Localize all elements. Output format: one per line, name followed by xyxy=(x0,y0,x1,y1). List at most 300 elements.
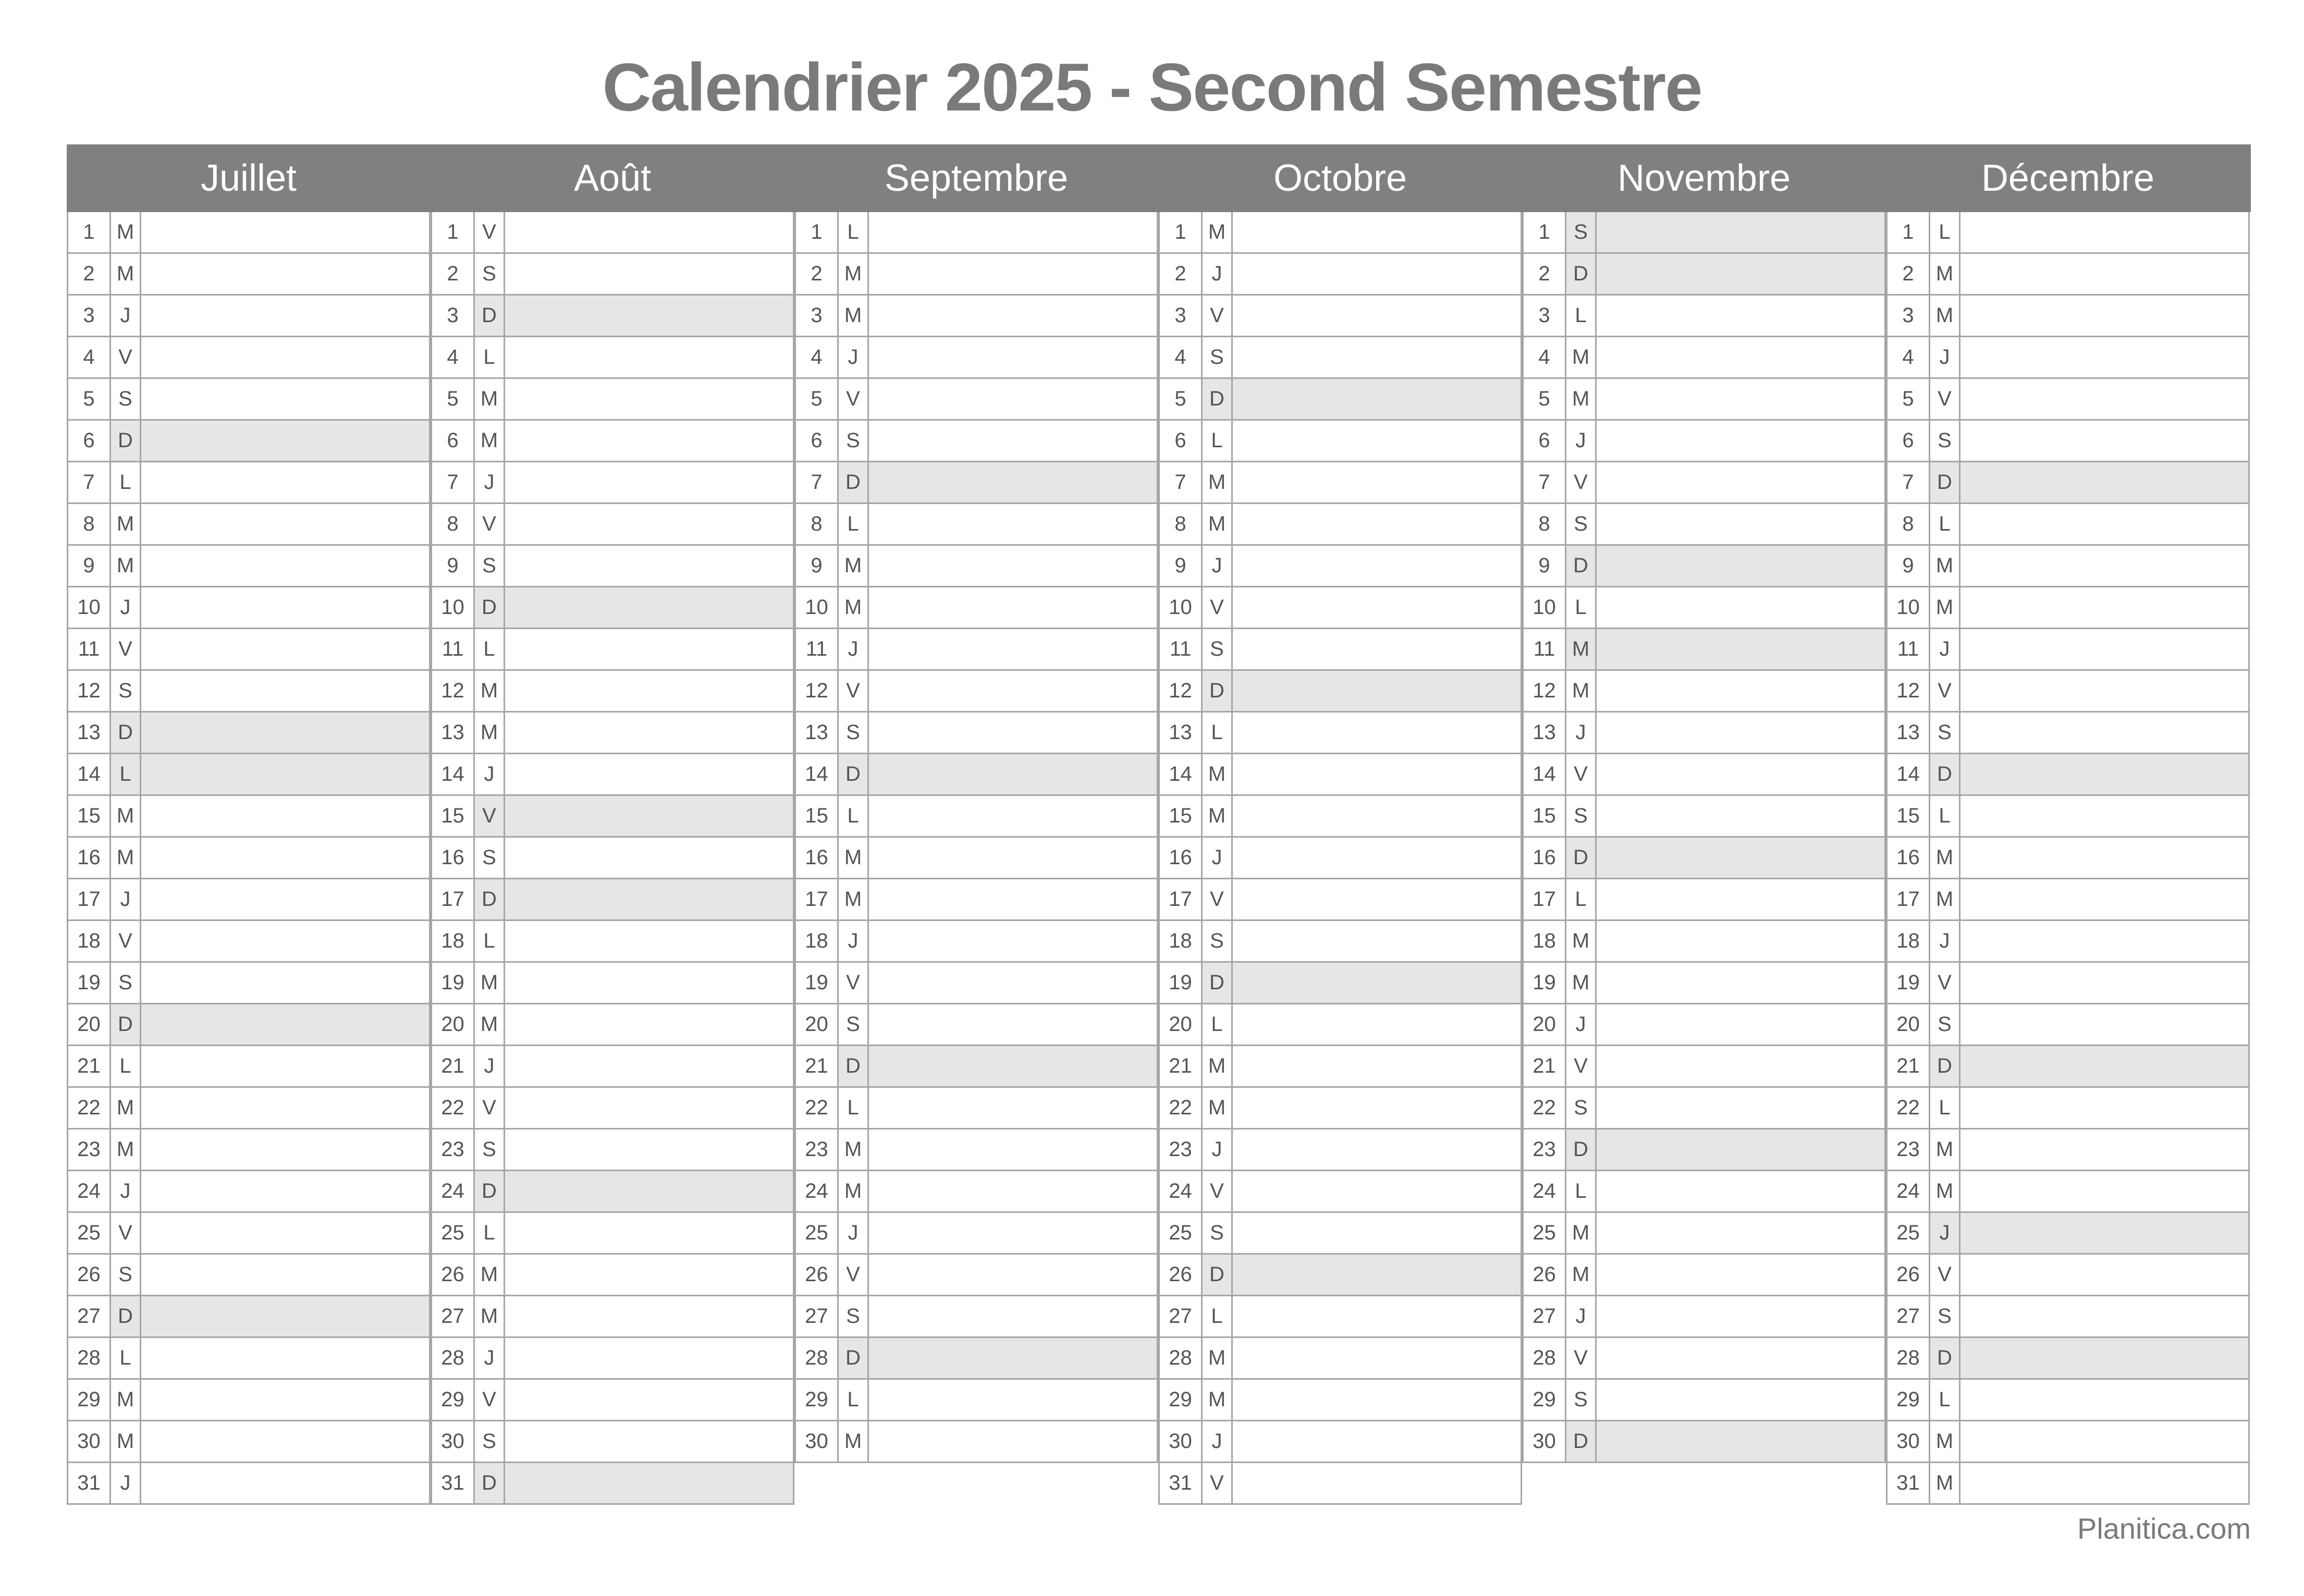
weekday-letter: M xyxy=(1203,1338,1233,1378)
day-number: 16 xyxy=(1160,838,1203,878)
day-note-cell[interactable] xyxy=(505,1380,793,1420)
day-note-cell[interactable] xyxy=(1960,337,2248,377)
day-note-cell[interactable] xyxy=(141,1130,429,1170)
day-note-cell[interactable] xyxy=(141,504,429,544)
day-note-cell[interactable] xyxy=(1233,629,1521,669)
day-note-cell[interactable] xyxy=(1960,504,2248,544)
day-note-cell[interactable] xyxy=(141,754,429,794)
day-note-cell[interactable] xyxy=(869,963,1157,1003)
day-note-cell[interactable] xyxy=(869,629,1157,669)
day-note-cell[interactable] xyxy=(505,796,793,836)
day-note-cell[interactable] xyxy=(505,1296,793,1336)
day-note-cell[interactable] xyxy=(1233,254,1521,294)
day-note-cell[interactable] xyxy=(505,1130,793,1170)
day-note-cell[interactable] xyxy=(1960,629,2248,669)
day-note-cell[interactable] xyxy=(141,963,429,1003)
day-row xyxy=(1524,963,1884,1004)
day-note-cell[interactable] xyxy=(1597,587,1884,628)
day-note-cell[interactable] xyxy=(1233,504,1521,544)
day-row xyxy=(1160,879,1521,921)
day-number: 25 xyxy=(68,1213,111,1253)
day-note-cell[interactable] xyxy=(141,629,429,669)
day-row xyxy=(432,587,793,629)
day-note-cell[interactable] xyxy=(1233,1338,1521,1378)
day-note-cell[interactable] xyxy=(869,421,1157,461)
day-note-cell[interactable] xyxy=(869,1130,1157,1170)
day-row xyxy=(1888,1380,2248,1421)
day-note-cell[interactable] xyxy=(505,1255,793,1295)
weekday-letter: S xyxy=(475,1421,505,1462)
day-note-cell[interactable] xyxy=(1233,1463,1521,1503)
day-note-cell[interactable] xyxy=(869,1046,1157,1086)
day-number: 29 xyxy=(1888,1380,1930,1420)
day-number: 12 xyxy=(1888,671,1930,711)
month-name: Août xyxy=(573,157,652,199)
day-number: 29 xyxy=(1160,1380,1203,1420)
day-note-cell[interactable] xyxy=(1960,1130,2248,1170)
day-note-cell[interactable] xyxy=(1960,1380,2248,1420)
day-number: 25 xyxy=(1888,1213,1930,1253)
day-note-cell[interactable] xyxy=(1597,1130,1884,1170)
weekday-letter: S xyxy=(111,1255,141,1295)
day-note-cell[interactable] xyxy=(141,1088,429,1128)
day-note-cell[interactable] xyxy=(505,337,793,377)
day-note-cell[interactable] xyxy=(1960,1421,2248,1462)
day-note-cell[interactable] xyxy=(1960,1463,2248,1503)
day-note-cell[interactable] xyxy=(869,671,1157,711)
day-note-cell[interactable] xyxy=(141,1380,429,1420)
day-number: 28 xyxy=(796,1338,839,1378)
day-note-cell[interactable] xyxy=(1597,671,1884,711)
day-row xyxy=(1524,504,1884,546)
day-note-cell[interactable] xyxy=(1597,296,1884,336)
weekday-letter: D xyxy=(475,1171,505,1211)
day-row xyxy=(796,546,1157,587)
weekday-letter: S xyxy=(1930,713,1960,753)
day-note-cell[interactable] xyxy=(1597,1421,1884,1462)
day-number: 29 xyxy=(796,1380,839,1420)
day-note-cell[interactable] xyxy=(869,1171,1157,1211)
day-note-cell[interactable] xyxy=(141,1171,429,1211)
day-number: 25 xyxy=(1524,1213,1566,1253)
day-note-cell[interactable] xyxy=(505,212,793,252)
day-note-cell[interactable] xyxy=(1597,421,1884,461)
day-note-cell[interactable] xyxy=(1960,963,2248,1003)
day-note-cell[interactable] xyxy=(1233,838,1521,878)
day-note-cell[interactable] xyxy=(141,1255,429,1295)
day-note-cell[interactable] xyxy=(1960,296,2248,336)
day-note-cell[interactable] xyxy=(1597,879,1884,919)
day-note-cell[interactable] xyxy=(505,379,793,419)
day-number: 4 xyxy=(796,337,839,377)
day-note-cell[interactable] xyxy=(869,921,1157,961)
day-number: 7 xyxy=(68,462,111,502)
day-note-cell[interactable] xyxy=(869,462,1157,502)
day-note-cell[interactable] xyxy=(869,1255,1157,1295)
day-note-cell[interactable] xyxy=(1597,963,1884,1003)
day-number: 24 xyxy=(1524,1171,1566,1211)
day-row xyxy=(796,671,1157,713)
day-row xyxy=(68,504,429,546)
day-note-cell[interactable] xyxy=(1233,546,1521,586)
day-row xyxy=(796,379,1157,421)
day-row xyxy=(796,796,1157,838)
day-note-cell[interactable] xyxy=(1960,838,2248,878)
day-row xyxy=(1160,629,1521,671)
day-note-cell[interactable] xyxy=(141,921,429,961)
day-number: 11 xyxy=(1160,629,1203,669)
day-row xyxy=(68,1130,429,1171)
day-row xyxy=(1888,838,2248,879)
day-number: 23 xyxy=(796,1130,839,1170)
day-note-cell[interactable] xyxy=(869,1380,1157,1420)
day-note-cell[interactable] xyxy=(141,379,429,419)
day-note-cell[interactable] xyxy=(869,796,1157,836)
day-number: 26 xyxy=(1524,1255,1566,1295)
weekday-letter: M xyxy=(111,212,141,252)
day-note-cell[interactable] xyxy=(1960,921,2248,961)
day-note-cell[interactable] xyxy=(1960,379,2248,419)
weekday-letter: V xyxy=(839,963,869,1003)
day-note-cell[interactable] xyxy=(1960,587,2248,628)
day-note-cell[interactable] xyxy=(505,1213,793,1253)
day-number: 4 xyxy=(1160,337,1203,377)
weekday-letter: M xyxy=(111,1421,141,1462)
day-number: 6 xyxy=(432,421,475,461)
day-number: 13 xyxy=(796,713,839,753)
weekday-letter: V xyxy=(1566,462,1597,502)
day-row xyxy=(1160,337,1521,379)
day-note-cell[interactable] xyxy=(505,587,793,628)
day-note-cell[interactable] xyxy=(1233,1171,1521,1211)
weekday-letter: V xyxy=(1203,1171,1233,1211)
day-row xyxy=(796,1130,1157,1171)
day-note-cell[interactable] xyxy=(1597,1171,1884,1211)
weekday-letter: M xyxy=(1930,1463,1960,1503)
day-note-cell[interactable] xyxy=(869,546,1157,586)
day-note-cell[interactable] xyxy=(1597,1088,1884,1128)
day-note-cell[interactable] xyxy=(1233,921,1521,961)
day-note-cell[interactable] xyxy=(1597,1255,1884,1295)
day-row xyxy=(432,1463,793,1505)
day-note-cell[interactable] xyxy=(505,671,793,711)
day-note-cell[interactable] xyxy=(1960,754,2248,794)
day-note-cell[interactable] xyxy=(1597,1046,1884,1086)
day-note-cell[interactable] xyxy=(869,754,1157,794)
day-row xyxy=(1888,212,2248,254)
day-note-cell[interactable] xyxy=(505,1463,793,1503)
day-note-cell[interactable] xyxy=(505,1004,793,1045)
day-note-cell[interactable] xyxy=(1960,1046,2248,1086)
day-note-cell[interactable] xyxy=(1960,1088,2248,1128)
day-note-cell[interactable] xyxy=(1597,212,1884,252)
day-note-cell[interactable] xyxy=(869,838,1157,878)
day-row xyxy=(1160,379,1521,421)
weekday-letter: D xyxy=(1566,546,1597,586)
day-note-cell[interactable] xyxy=(505,296,793,336)
day-note-cell[interactable] xyxy=(1233,879,1521,919)
day-note-cell[interactable] xyxy=(505,754,793,794)
day-note-cell[interactable] xyxy=(1960,1296,2248,1336)
day-number: 7 xyxy=(1888,462,1930,502)
day-row xyxy=(68,1338,429,1380)
day-row xyxy=(432,796,793,838)
day-row xyxy=(1524,1338,1884,1380)
day-note-cell[interactable] xyxy=(1960,1004,2248,1045)
weekday-letter: D xyxy=(1566,1421,1597,1462)
day-note-cell[interactable] xyxy=(141,587,429,628)
day-row xyxy=(68,546,429,587)
day-note-cell[interactable] xyxy=(141,1421,429,1462)
day-row xyxy=(432,1296,793,1338)
day-number: 19 xyxy=(432,963,475,1003)
day-number: 2 xyxy=(1524,254,1566,294)
day-number: 21 xyxy=(1160,1046,1203,1086)
weekday-letter: V xyxy=(1203,296,1233,336)
day-row xyxy=(68,921,429,963)
weekday-letter: V xyxy=(839,1255,869,1295)
day-note-cell[interactable] xyxy=(1233,963,1521,1003)
day-row xyxy=(1160,671,1521,713)
day-note-cell[interactable] xyxy=(1597,379,1884,419)
day-note-cell[interactable] xyxy=(869,1088,1157,1128)
day-number: 6 xyxy=(1888,421,1930,461)
day-note-cell[interactable] xyxy=(1960,879,2248,919)
day-note-cell[interactable] xyxy=(505,921,793,961)
day-note-cell[interactable] xyxy=(141,1296,429,1336)
day-note-cell[interactable] xyxy=(869,254,1157,294)
day-note-cell[interactable] xyxy=(1233,1255,1521,1295)
month-name: Septembre xyxy=(884,157,1069,199)
day-number: 27 xyxy=(1160,1296,1203,1336)
day-note-cell[interactable] xyxy=(869,1004,1157,1045)
day-row xyxy=(796,1255,1157,1296)
day-note-cell[interactable] xyxy=(1597,546,1884,586)
weekday-letter: D xyxy=(1930,462,1960,502)
day-note-cell[interactable] xyxy=(869,713,1157,753)
day-note-cell[interactable] xyxy=(1597,254,1884,294)
day-note-cell[interactable] xyxy=(141,337,429,377)
day-note-cell[interactable] xyxy=(1233,337,1521,377)
weekday-letter: M xyxy=(111,254,141,294)
day-note-cell[interactable] xyxy=(1597,337,1884,377)
day-row xyxy=(432,629,793,671)
day-note-cell[interactable] xyxy=(141,838,429,878)
day-row xyxy=(68,713,429,754)
day-note-cell[interactable] xyxy=(505,1171,793,1211)
day-note-cell[interactable] xyxy=(141,1046,429,1086)
day-note-cell[interactable] xyxy=(1597,754,1884,794)
day-note-cell[interactable] xyxy=(141,254,429,294)
day-number: 20 xyxy=(796,1004,839,1045)
day-row xyxy=(432,462,793,504)
day-number: 3 xyxy=(796,296,839,336)
day-note-cell[interactable] xyxy=(1960,421,2248,461)
weekday-letter: M xyxy=(839,879,869,919)
day-number: 31 xyxy=(1888,1463,1930,1503)
day-note-cell[interactable] xyxy=(141,1213,429,1253)
day-row xyxy=(1888,1130,2248,1171)
day-note-cell[interactable] xyxy=(1960,1213,2248,1253)
day-number: 11 xyxy=(1888,629,1930,669)
day-row xyxy=(1888,1213,2248,1255)
day-note-cell[interactable] xyxy=(1233,212,1521,252)
day-note-cell[interactable] xyxy=(141,1338,429,1378)
day-note-cell[interactable] xyxy=(505,1046,793,1086)
weekday-letter: D xyxy=(1203,379,1233,419)
day-note-cell[interactable] xyxy=(505,713,793,753)
day-row xyxy=(1524,379,1884,421)
day-note-cell[interactable] xyxy=(1960,212,2248,252)
day-note-cell[interactable] xyxy=(505,963,793,1003)
day-note-cell[interactable] xyxy=(505,1088,793,1128)
day-note-cell[interactable] xyxy=(1233,1046,1521,1086)
weekday-letter: M xyxy=(475,671,505,711)
day-number: 10 xyxy=(1160,587,1203,628)
month-name: Novembre xyxy=(1617,157,1791,199)
day-note-cell[interactable] xyxy=(1233,1296,1521,1336)
day-row xyxy=(1888,879,2248,921)
day-row xyxy=(1160,504,1521,546)
day-number: 16 xyxy=(796,838,839,878)
day-row xyxy=(1888,504,2248,546)
day-note-cell[interactable] xyxy=(869,879,1157,919)
weekday-letter: J xyxy=(475,1046,505,1086)
day-note-cell[interactable] xyxy=(141,546,429,586)
day-note-cell[interactable] xyxy=(869,1213,1157,1253)
day-note-cell[interactable] xyxy=(1960,1255,2248,1295)
day-row xyxy=(1160,963,1521,1004)
weekday-letter: M xyxy=(1930,546,1960,586)
day-number: 8 xyxy=(1524,504,1566,544)
day-note-cell[interactable] xyxy=(1233,296,1521,336)
day-note-cell[interactable] xyxy=(1233,462,1521,502)
day-number: 27 xyxy=(68,1296,111,1336)
day-note-cell[interactable] xyxy=(1233,1380,1521,1420)
day-note-cell[interactable] xyxy=(505,462,793,502)
day-note-cell[interactable] xyxy=(1233,796,1521,836)
day-note-cell[interactable] xyxy=(505,838,793,878)
day-note-cell[interactable] xyxy=(1233,713,1521,753)
weekday-letter: V xyxy=(1930,379,1960,419)
weekday-letter: S xyxy=(1930,1004,1960,1045)
weekday-letter: D xyxy=(1566,1130,1597,1170)
day-number: 6 xyxy=(68,421,111,461)
day-note-cell[interactable] xyxy=(1233,379,1521,419)
day-note-cell[interactable] xyxy=(1233,1004,1521,1045)
weekday-letter: V xyxy=(475,1380,505,1420)
day-note-cell[interactable] xyxy=(505,504,793,544)
day-note-cell[interactable] xyxy=(869,587,1157,628)
day-note-cell[interactable] xyxy=(141,296,429,336)
day-note-cell[interactable] xyxy=(1233,1421,1521,1462)
day-number: 17 xyxy=(1888,879,1930,919)
day-note-cell[interactable] xyxy=(1233,1130,1521,1170)
day-note-cell[interactable] xyxy=(141,421,429,461)
day-note-cell[interactable] xyxy=(1597,504,1884,544)
weekday-letter: L xyxy=(1930,1088,1960,1128)
day-note-cell[interactable] xyxy=(1597,1296,1884,1336)
day-note-cell[interactable] xyxy=(1233,671,1521,711)
day-note-cell[interactable] xyxy=(505,254,793,294)
day-number: 13 xyxy=(1888,713,1930,753)
day-note-cell[interactable] xyxy=(141,879,429,919)
day-row xyxy=(68,1421,429,1463)
day-note-cell[interactable] xyxy=(1597,1213,1884,1253)
day-note-cell[interactable] xyxy=(1597,713,1884,753)
day-number: 30 xyxy=(1524,1421,1566,1462)
weekday-letter: L xyxy=(475,921,505,961)
day-note-cell[interactable] xyxy=(869,337,1157,377)
weekday-letter: L xyxy=(1930,504,1960,544)
day-note-cell[interactable] xyxy=(505,421,793,461)
day-number: 16 xyxy=(1888,838,1930,878)
day-note-cell[interactable] xyxy=(505,1421,793,1462)
day-note-cell[interactable] xyxy=(1960,462,2248,502)
day-number: 24 xyxy=(1888,1171,1930,1211)
day-note-cell[interactable] xyxy=(1597,838,1884,878)
day-note-cell[interactable] xyxy=(1960,671,2248,711)
day-note-cell[interactable] xyxy=(141,671,429,711)
day-note-cell[interactable] xyxy=(505,1338,793,1378)
weekday-letter: S xyxy=(111,963,141,1003)
day-note-cell[interactable] xyxy=(1960,546,2248,586)
weekday-letter: D xyxy=(839,1338,869,1378)
day-number: 23 xyxy=(68,1130,111,1170)
day-note-cell[interactable] xyxy=(1597,796,1884,836)
day-note-cell[interactable] xyxy=(1597,1004,1884,1045)
day-note-cell[interactable] xyxy=(505,546,793,586)
day-note-cell[interactable] xyxy=(869,296,1157,336)
day-note-cell[interactable] xyxy=(1597,1380,1884,1420)
day-note-cell[interactable] xyxy=(869,1421,1157,1462)
day-note-cell[interactable] xyxy=(869,504,1157,544)
day-note-cell[interactable] xyxy=(1960,254,2248,294)
weekday-letter: J xyxy=(1930,921,1960,961)
day-note-cell[interactable] xyxy=(869,1296,1157,1336)
day-note-cell[interactable] xyxy=(1597,629,1884,669)
day-note-cell[interactable] xyxy=(1960,713,2248,753)
day-note-cell[interactable] xyxy=(1233,587,1521,628)
day-note-cell[interactable] xyxy=(1233,1213,1521,1253)
day-note-cell[interactable] xyxy=(1960,796,2248,836)
day-note-cell[interactable] xyxy=(505,879,793,919)
day-note-cell[interactable] xyxy=(1597,921,1884,961)
day-note-cell[interactable] xyxy=(869,212,1157,252)
day-note-cell[interactable] xyxy=(869,1338,1157,1378)
day-note-cell[interactable] xyxy=(869,379,1157,419)
day-note-cell[interactable] xyxy=(141,713,429,753)
day-note-cell[interactable] xyxy=(141,462,429,502)
day-row xyxy=(1524,337,1884,379)
day-note-cell[interactable] xyxy=(1233,754,1521,794)
day-note-cell[interactable] xyxy=(505,629,793,669)
day-number: 14 xyxy=(1524,754,1566,794)
weekday-letter: L xyxy=(1566,879,1597,919)
day-list xyxy=(794,212,1158,1463)
day-number: 14 xyxy=(1888,754,1930,794)
day-note-cell[interactable] xyxy=(1960,1338,2248,1378)
day-note-cell[interactable] xyxy=(141,796,429,836)
day-note-cell[interactable] xyxy=(1233,1088,1521,1128)
day-note-cell[interactable] xyxy=(1960,1171,2248,1211)
day-note-cell[interactable] xyxy=(1597,462,1884,502)
day-note-cell[interactable] xyxy=(141,1463,429,1503)
day-note-cell[interactable] xyxy=(141,1004,429,1045)
day-note-cell[interactable] xyxy=(141,212,429,252)
day-note-cell[interactable] xyxy=(1597,1338,1884,1378)
day-note-cell[interactable] xyxy=(1233,421,1521,461)
